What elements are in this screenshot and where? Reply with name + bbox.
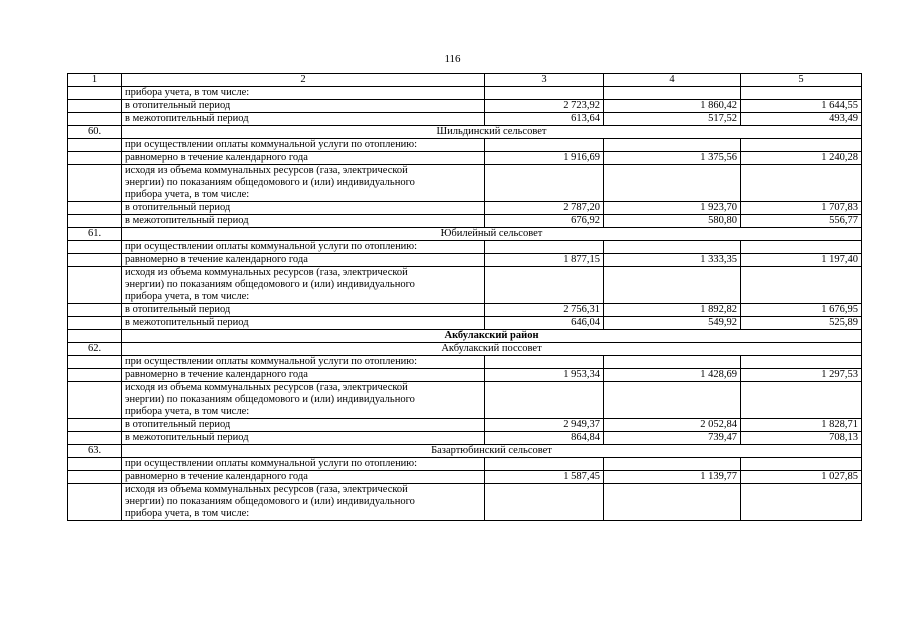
value-col-4: 1 923,70: [604, 202, 741, 215]
header-cell-5: 5: [741, 74, 862, 87]
value-row: [68, 419, 862, 432]
value-col-3: 1 587,45: [485, 471, 604, 484]
text-row: [68, 87, 862, 100]
multiline-row: [68, 484, 862, 521]
value-row: [68, 317, 862, 330]
section-row: [68, 330, 862, 343]
value-row: [68, 113, 862, 126]
value-col-3: 2 756,31: [485, 304, 604, 317]
value-col-3: 2 949,37: [485, 419, 604, 432]
value-col-3: 1 953,34: [485, 369, 604, 382]
row-label: в межотопительный период: [122, 317, 485, 330]
value-cell-5: [741, 241, 862, 254]
value-col-4: 1 428,69: [604, 369, 741, 382]
group-number: 62.: [68, 343, 122, 356]
group-name: Шильдинский сельсовет: [122, 126, 862, 139]
value-col-3: 613,64: [485, 113, 604, 126]
section-number-cell: [68, 330, 122, 343]
value-cell-3: [485, 241, 604, 254]
value-col-3: 1 877,15: [485, 254, 604, 267]
value-col-4: 580,80: [604, 215, 741, 228]
value-col-5: 525,89: [741, 317, 862, 330]
value-col-4: 2 052,84: [604, 419, 741, 432]
number-cell: [68, 87, 122, 100]
value-col-3: 676,92: [485, 215, 604, 228]
value-col-5: 1 676,95: [741, 304, 862, 317]
group-number: 60.: [68, 126, 122, 139]
group-name: Юбилейный сельсовет: [122, 228, 862, 241]
value-col-5: 1 197,40: [741, 254, 862, 267]
value-cell-5: [741, 139, 862, 152]
number-cell: [68, 471, 122, 484]
number-cell: [68, 241, 122, 254]
value-cell-5: [741, 458, 862, 471]
value-cell-3: [485, 356, 604, 369]
value-cell-4: [604, 356, 741, 369]
value-cell-4: [604, 87, 741, 100]
row-label: [122, 484, 485, 521]
value-row: [68, 202, 862, 215]
value-row: [68, 152, 862, 165]
number-cell: [68, 356, 122, 369]
value-col-4: 1 333,35: [604, 254, 741, 267]
value-row: [68, 304, 862, 317]
row-label: [122, 165, 485, 202]
value-cell-5: [741, 267, 862, 304]
value-col-4: 549,92: [604, 317, 741, 330]
value-row: [68, 432, 862, 445]
text-row: [68, 458, 862, 471]
value-cell-4: [604, 484, 741, 521]
number-cell: [68, 458, 122, 471]
row-label: в межотопительный период: [122, 113, 485, 126]
value-col-4: 1 860,42: [604, 100, 741, 113]
value-col-3: 646,04: [485, 317, 604, 330]
number-cell: [68, 139, 122, 152]
number-cell: [68, 254, 122, 267]
group-row: [68, 126, 862, 139]
value-col-5: 556,77: [741, 215, 862, 228]
value-col-4: 739,47: [604, 432, 741, 445]
row-label: [122, 267, 485, 304]
value-col-5: 1 027,85: [741, 471, 862, 484]
value-cell-3: [485, 165, 604, 202]
row-label-line: прибора учета, в том числе:: [125, 291, 250, 302]
value-row: [68, 254, 862, 267]
row-label: равномерно в течение календарного года: [122, 254, 485, 267]
value-col-5: 1 240,28: [741, 152, 862, 165]
value-cell-3: [485, 382, 604, 419]
group-row: [68, 343, 862, 356]
row-label: в межотопительный период: [122, 432, 485, 445]
number-cell: [68, 432, 122, 445]
value-col-3: 2 723,92: [485, 100, 604, 113]
multiline-row: [68, 382, 862, 419]
value-col-5: 1 297,53: [741, 369, 862, 382]
number-cell: [68, 100, 122, 113]
row-label-line: прибора учета, в том числе:: [125, 508, 250, 519]
group-name: Базартюбинский сельсовет: [122, 445, 862, 458]
row-label-line: энергии) по показаниям общедомового и (или) индивидуального: [125, 394, 415, 405]
value-col-5: 1 828,71: [741, 419, 862, 432]
multiline-row: [68, 267, 862, 304]
value-cell-5: [741, 165, 862, 202]
number-cell: [68, 369, 122, 382]
text-row: [68, 241, 862, 254]
row-label: в отопительный период: [122, 100, 485, 113]
row-label: прибора учета, в том числе:: [122, 87, 485, 100]
value-col-3: 864,84: [485, 432, 604, 445]
row-label: в межотопительный период: [122, 215, 485, 228]
header-row: [68, 74, 862, 87]
value-row: [68, 369, 862, 382]
page-number: 116: [444, 53, 461, 65]
value-cell-4: [604, 382, 741, 419]
value-cell-3: [485, 139, 604, 152]
row-label: при осуществлении оплаты коммунальной услуги по отоплению:: [122, 241, 485, 254]
group-number: 63.: [68, 445, 122, 458]
value-cell-4: [604, 165, 741, 202]
row-label: в отопительный период: [122, 419, 485, 432]
value-row: [68, 471, 862, 484]
value-cell-4: [604, 139, 741, 152]
value-cell-4: [604, 241, 741, 254]
group-row: [68, 228, 862, 241]
value-cell-4: [604, 267, 741, 304]
row-label: равномерно в течение календарного года: [122, 152, 485, 165]
row-label: в отопительный период: [122, 304, 485, 317]
row-label-line: энергии) по показаниям общедомового и (или) индивидуального: [125, 496, 415, 507]
number-cell: [68, 202, 122, 215]
row-label: при осуществлении оплаты коммунальной услуги по отоплению:: [122, 356, 485, 369]
value-row: [68, 215, 862, 228]
value-col-3: 1 916,69: [485, 152, 604, 165]
row-label: равномерно в течение календарного года: [122, 471, 485, 484]
value-cell-5: [741, 382, 862, 419]
row-label: [122, 382, 485, 419]
value-cell-3: [485, 484, 604, 521]
tariff-table: [67, 73, 862, 521]
value-cell-5: [741, 87, 862, 100]
value-col-5: 1 644,55: [741, 100, 862, 113]
text-row: [68, 356, 862, 369]
number-cell: [68, 317, 122, 330]
value-cell-4: [604, 458, 741, 471]
value-cell-3: [485, 458, 604, 471]
number-cell: [68, 165, 122, 202]
row-label-line: энергии) по показаниям общедомового и (или) индивидуального: [125, 177, 415, 188]
row-label-line: исходя из объема коммунальных ресурсов (газа, электрической: [125, 267, 408, 278]
value-cell-5: [741, 356, 862, 369]
group-number: 61.: [68, 228, 122, 241]
value-col-4: 517,52: [604, 113, 741, 126]
value-col-4: 1 375,56: [604, 152, 741, 165]
number-cell: [68, 152, 122, 165]
value-cell-5: [741, 484, 862, 521]
section-title: Акбулакский район: [122, 330, 862, 343]
value-col-4: 1 139,77: [604, 471, 741, 484]
header-cell-3: 3: [485, 74, 604, 87]
number-cell: [68, 267, 122, 304]
value-col-5: 708,13: [741, 432, 862, 445]
row-label-line: прибора учета, в том числе:: [125, 189, 250, 200]
group-row: [68, 445, 862, 458]
row-label: в отопительный период: [122, 202, 485, 215]
number-cell: [68, 113, 122, 126]
row-label: при осуществлении оплаты коммунальной услуги по отоплению:: [122, 458, 485, 471]
number-cell: [68, 382, 122, 419]
header-cell-4: 4: [604, 74, 741, 87]
value-cell-3: [485, 267, 604, 304]
number-cell: [68, 215, 122, 228]
row-label-line: энергии) по показаниям общедомового и (или) индивидуального: [125, 279, 415, 290]
value-col-3: 2 787,20: [485, 202, 604, 215]
row-label-line: прибора учета, в том числе:: [125, 406, 250, 417]
row-label: равномерно в течение календарного года: [122, 369, 485, 382]
group-name: Акбулакский поссовет: [122, 343, 862, 356]
multiline-row: [68, 165, 862, 202]
row-label-line: исходя из объема коммунальных ресурсов (газа, электрической: [125, 165, 408, 176]
value-cell-3: [485, 87, 604, 100]
value-col-5: 493,49: [741, 113, 862, 126]
text-row: [68, 139, 862, 152]
value-col-4: 1 892,82: [604, 304, 741, 317]
number-cell: [68, 419, 122, 432]
header-cell-1: 1: [68, 74, 122, 87]
value-col-5: 1 707,83: [741, 202, 862, 215]
header-cell-2: 2: [122, 74, 485, 87]
number-cell: [68, 484, 122, 521]
value-row: [68, 100, 862, 113]
row-label-line: исходя из объема коммунальных ресурсов (газа, электрической: [125, 484, 408, 495]
row-label: при осуществлении оплаты коммунальной услуги по отоплению:: [122, 139, 485, 152]
row-label-line: исходя из объема коммунальных ресурсов (газа, электрической: [125, 382, 408, 393]
number-cell: [68, 304, 122, 317]
